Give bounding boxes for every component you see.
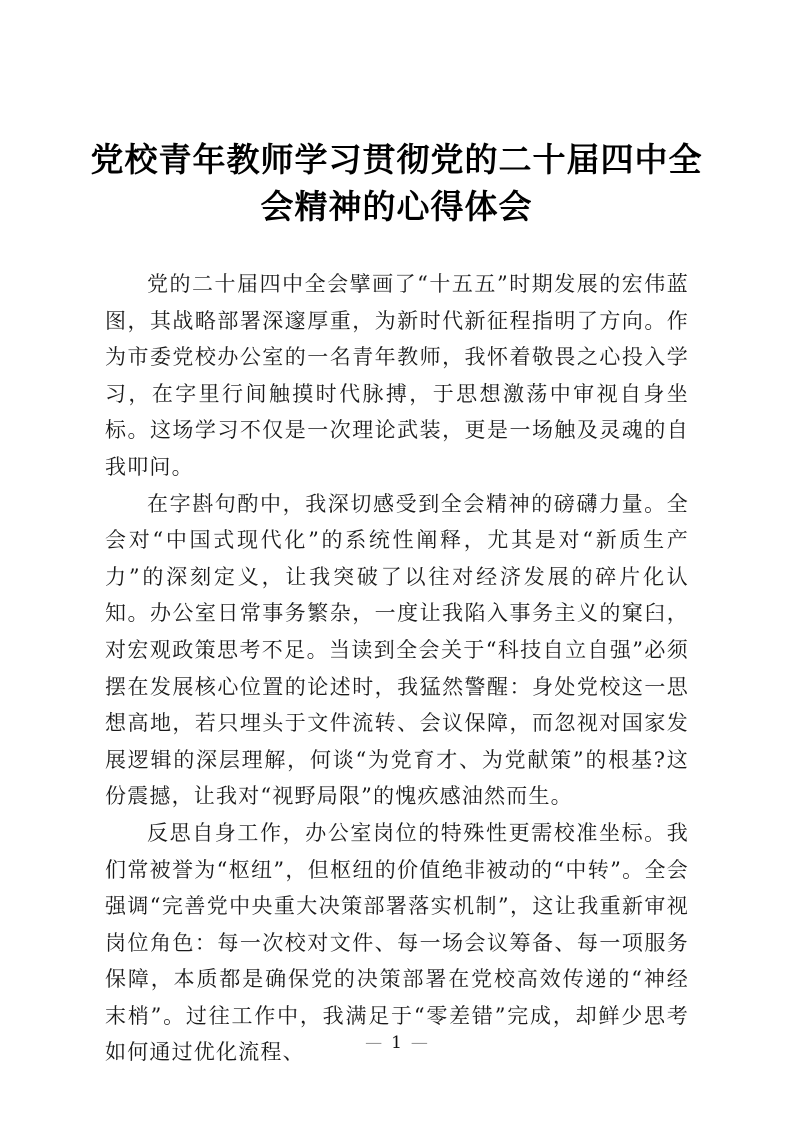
footer-dash-left: — [365, 1033, 383, 1053]
paragraph-2: 在字斟句酌中，我深切感受到全会精神的磅礴力量。全会对“中国式现代化”的系统性阐释，尤其是对“新质生产力”的深刻定义，让我突破了以往对经济发展的碎片化认知。办公室日常事务繁杂，一度让我陷入事务主义的窠臼，对宏观政策思考不足。当读到全会关于“科技自立自强”必须摆在发展核心位置的论述时，我猛然警醒：身处党校这一思想高地，若只埋头于文件流转、会议保障，而忽视对国家发展逻辑的深层理解，何谈“为党育才、为党献策”的根基?这份震撼，让我对“视野局限”的愧疚感油然而生。 [105, 491, 689, 809]
paragraph-1: 党的二十届四中全会擘画了“十五五”时期发展的宏伟蓝图，其战略部署深邃厚重，为新时代新征程指明了方向。作为市委党校办公室的一名青年教师，我怀着敬畏之心投入学习，在字里行间触摸时代脉搏，于思想激荡中审视自身坐标。这场学习不仅是一次理论武装，更是一场触及灵魂的自我叩问。 [105, 272, 689, 479]
page-number: 1 [391, 1033, 402, 1053]
paragraph-3: 反思自身工作，办公室岗位的特殊性更需校准坐标。我们常被誉为“枢纽”，但枢纽的价值绝非被动的“中转”。全会强调“完善党中央重大决策部署落实机制”，这让我重新审视岗位角色：每一次校对文件、每一场会议筹备、每一项服务保障，本质都是确保党的决策部署在党校高效传递的“神经末梢”。过往工作中，我满足于“零差错”完成，却鲜少思考如何通过优化流程、 [105, 820, 689, 1065]
document-body [105, 266, 689, 1071]
page-footer [0, 1032, 793, 1054]
footer-dash-right: — [410, 1033, 428, 1053]
document-title: 党校青年教师学习贯彻党的二十届四中全会精神的心得体会 [90, 140, 703, 226]
